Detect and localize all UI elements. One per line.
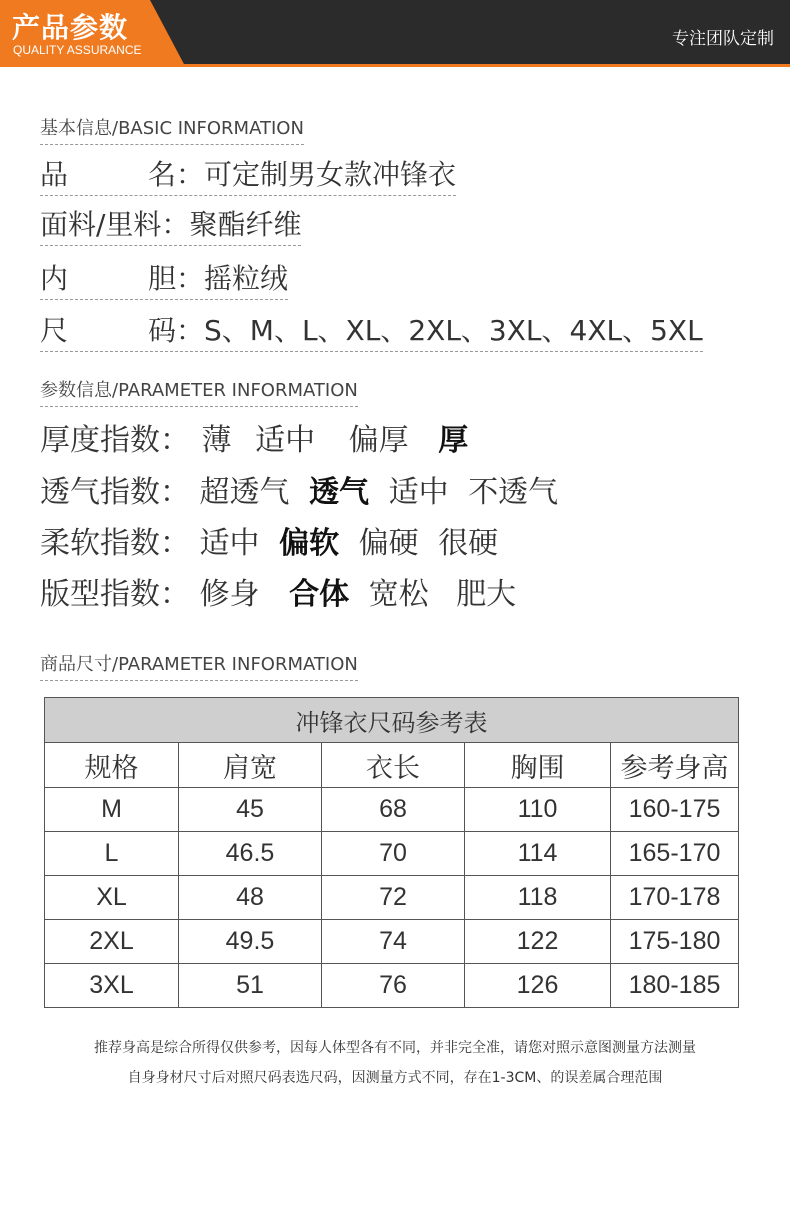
table-cell: 170-178 <box>611 876 739 920</box>
info-label: 内 <box>40 262 69 295</box>
table-row <box>45 920 739 964</box>
table-row <box>45 964 739 1008</box>
table-cell: 118 <box>465 876 611 920</box>
table-cell: 46.5 <box>179 832 322 876</box>
param-option: 很硬 <box>438 526 499 561</box>
size-info-heading: 商品尺寸/PARAMETER INFORMATION <box>40 650 358 681</box>
column-header: 胸围 <box>465 743 611 788</box>
info-row-lining <box>40 257 288 300</box>
table-cell: 68 <box>322 788 465 832</box>
table-row <box>45 832 739 876</box>
table-cell: 74 <box>322 920 465 964</box>
table-cell: 3XL <box>45 964 179 1008</box>
param-row-thickness <box>40 415 468 459</box>
info-label: 尺 <box>40 314 69 347</box>
info-value: S、M、L、XL、2XL、3XL、4XL、5XL <box>204 314 703 347</box>
param-option-selected: 合体 <box>289 577 350 612</box>
info-row-fabric <box>40 203 301 246</box>
page-subtitle: QUALITY ASSURANCE <box>13 43 142 57</box>
size-note-line: 推荐身高是综合所得仅供参考，因每人体型各有不同，并非完全准，请您对照示意图测量方法测量 <box>94 1040 696 1056</box>
param-row-softness <box>40 518 498 562</box>
column-header: 肩宽 <box>179 743 322 788</box>
param-option: 肥大 <box>456 577 517 612</box>
column-header: 参考身高 <box>611 743 739 788</box>
table-row <box>45 876 739 920</box>
param-option-selected: 偏软 <box>279 526 340 561</box>
column-header: 规格 <box>45 743 179 788</box>
table-cell: 72 <box>322 876 465 920</box>
table-cell: XL <box>45 876 179 920</box>
param-label: 透气指数： <box>40 475 190 510</box>
table-cell: 110 <box>465 788 611 832</box>
table-cell: 160-175 <box>611 788 739 832</box>
param-row-breathability <box>40 467 558 511</box>
info-label: 胆： <box>148 262 205 295</box>
table-cell: M <box>45 788 179 832</box>
param-option: 宽松 <box>368 577 429 612</box>
table-cell: L <box>45 832 179 876</box>
info-label: 面料/里料： <box>40 208 190 241</box>
info-label: 名： <box>148 158 205 191</box>
table-cell: 180-185 <box>611 964 739 1008</box>
param-option: 超透气 <box>199 475 290 510</box>
table-cell: 2XL <box>45 920 179 964</box>
table-cell: 175-180 <box>611 920 739 964</box>
info-value: 可定制男女款冲锋衣 <box>204 158 457 191</box>
table-cell: 70 <box>322 832 465 876</box>
header-slogan: 专注团队定制 <box>672 29 774 49</box>
param-option-selected: 透气 <box>309 475 370 510</box>
param-option: 适中 <box>255 423 316 458</box>
param-option: 偏硬 <box>358 526 419 561</box>
table-cell: 45 <box>179 788 322 832</box>
param-label: 版型指数： <box>40 577 190 612</box>
param-label: 柔软指数： <box>40 526 190 561</box>
table-cell: 165-170 <box>611 832 739 876</box>
table-cell: 122 <box>465 920 611 964</box>
param-option: 偏厚 <box>348 423 409 458</box>
page-title: 产品参数 <box>12 11 129 44</box>
info-value: 摇粒绒 <box>204 262 289 295</box>
param-info-heading: 参数信息/PARAMETER INFORMATION <box>40 376 358 407</box>
info-row-size <box>40 309 703 352</box>
param-option: 适中 <box>388 475 449 510</box>
column-header: 衣长 <box>322 743 465 788</box>
param-row-fit <box>40 569 516 613</box>
header-bar <box>0 0 790 66</box>
table-cell: 76 <box>322 964 465 1008</box>
param-option: 薄 <box>201 423 232 458</box>
info-label: 品 <box>40 158 69 191</box>
size-note-line: 自身身材尺寸后对照尺码表选尺码，因测量方式不同，存在1-3CM、的误差属合理范围 <box>127 1070 663 1086</box>
info-value: 聚酯纤维 <box>189 208 302 241</box>
param-option: 修身 <box>199 577 260 612</box>
table-cell: 48 <box>179 876 322 920</box>
header-divider <box>0 64 790 67</box>
param-option: 适中 <box>199 526 260 561</box>
size-table-title: 冲锋衣尺码参考表 <box>45 698 739 743</box>
info-row-name <box>40 153 456 196</box>
table-cell: 51 <box>179 964 322 1008</box>
table-cell: 126 <box>465 964 611 1008</box>
param-option: 不透气 <box>468 475 559 510</box>
param-option-selected: 厚 <box>438 423 469 458</box>
info-label: 码： <box>148 314 205 347</box>
param-label: 厚度指数： <box>40 423 190 458</box>
table-row <box>45 788 739 832</box>
table-cell: 49.5 <box>179 920 322 964</box>
table-cell: 114 <box>465 832 611 876</box>
size-table <box>44 697 739 1008</box>
basic-info-heading: 基本信息/BASIC INFORMATION <box>40 114 304 145</box>
